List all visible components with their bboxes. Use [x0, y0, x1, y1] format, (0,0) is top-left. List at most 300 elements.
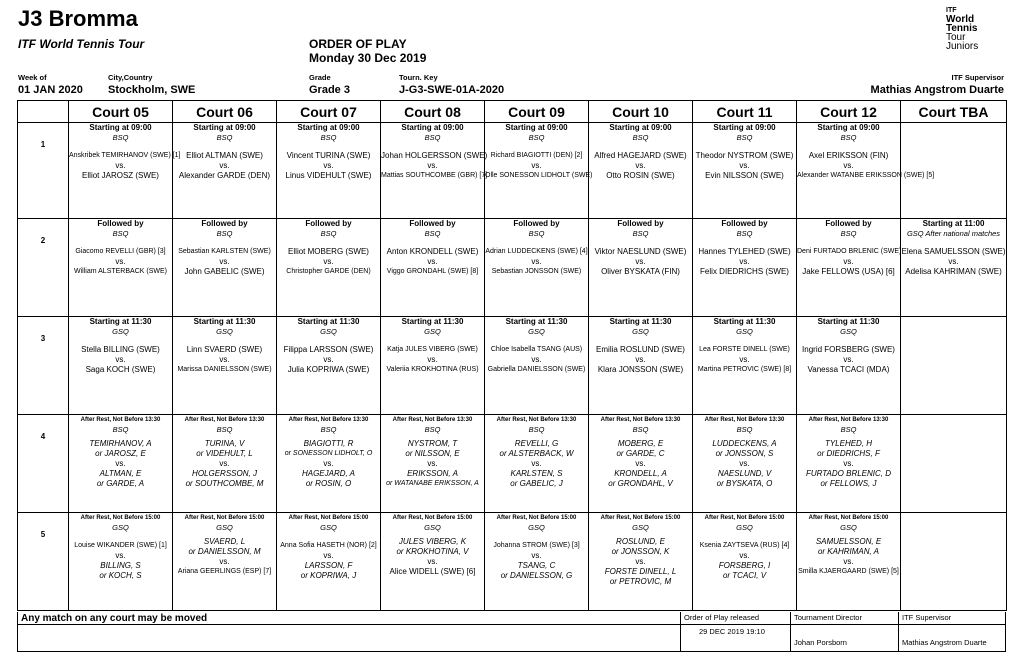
- winner-placeholder-b-alt: or TCACI, V: [722, 571, 767, 580]
- event-type: BSQ: [736, 425, 753, 434]
- player-a: Anton KRONDELL (SWE): [386, 247, 479, 256]
- world-tennis-tour-juniors-logo: [946, 6, 1004, 51]
- winner-placeholder-b-alt: or GRONDAHL, V: [608, 479, 673, 488]
- match-cell: [69, 123, 181, 219]
- match-start-time: Starting at 09:00: [297, 123, 360, 132]
- match-start-time: Followed by: [201, 219, 248, 228]
- match-start-time: Starting at 11:30: [713, 317, 776, 326]
- player-b: Julia KOPRIWA (SWE): [287, 365, 370, 374]
- match-start-time: Followed by: [825, 219, 872, 228]
- player-b: Klara JONSSON (SWE): [597, 365, 684, 374]
- event-type: BSQ: [320, 229, 337, 238]
- versus-label: vs.: [219, 459, 230, 468]
- match-start-time: After Rest, Not Before 13:30: [80, 417, 161, 423]
- winner-placeholder-b: ERIKSSON, A: [407, 469, 458, 478]
- event-type: GSQ: [736, 327, 753, 336]
- match-cell: [693, 415, 797, 513]
- order-of-play-footer: [17, 612, 1006, 652]
- event-type: GSQ: [632, 327, 649, 336]
- player-a: Theodor NYSTROM (SWE): [695, 151, 794, 160]
- event-type: GSQ After national matches: [906, 229, 1001, 238]
- match-cell: [797, 317, 901, 415]
- player-a: Deni FURTADO BRLENIC (SWE): [797, 248, 902, 255]
- player-b: Olle SONESSON LIDHOLT (SWE): [485, 172, 593, 179]
- match-row-number: 2: [18, 219, 69, 317]
- court-header: Court 09: [485, 101, 589, 123]
- winner-placeholder-a-alt: or JAROSZ, E: [95, 449, 146, 458]
- match-start-time: Starting at 11:30: [401, 317, 464, 326]
- supervisor-label: ITF Supervisor: [951, 73, 1004, 82]
- match-start-time: Starting at 11:30: [609, 317, 672, 326]
- order-of-play-table: [17, 100, 1007, 611]
- match-start-time: Followed by: [721, 219, 768, 228]
- match-cell: [173, 123, 277, 219]
- player-b: Christopher GARDE (DEN): [286, 268, 371, 275]
- event-type: BSQ: [216, 425, 233, 434]
- match-row: [18, 219, 1007, 317]
- match-cell: [797, 219, 901, 317]
- versus-label: vs.: [427, 161, 438, 170]
- player-a: Axel ERIKSSON (FIN): [808, 151, 889, 160]
- match-start-time: Starting at 11:30: [297, 317, 360, 326]
- match-start-time: Followed by: [409, 219, 456, 228]
- versus-label: vs.: [323, 459, 334, 468]
- player-a: Ksenia ZAYTSEVA (RUS) [4]: [699, 542, 790, 549]
- match-cell: [277, 219, 381, 317]
- winner-placeholder-a: BIAGIOTTI, R: [303, 439, 354, 448]
- player-b: Linus VIDEHULT (SWE): [285, 171, 372, 180]
- event-type: GSQ: [840, 327, 857, 336]
- logo-line-2: Tennis: [946, 23, 978, 34]
- match-cell: [901, 317, 1007, 415]
- event-type: BSQ: [840, 425, 857, 434]
- match-cell: [693, 123, 797, 219]
- winner-placeholder-b-alt: or KOPRIWA, J: [300, 571, 357, 580]
- winner-placeholder-a: ROSLUND, E: [616, 537, 665, 546]
- match-start-time: Starting at 09:00: [713, 123, 776, 132]
- match-cell: [277, 123, 381, 219]
- player-b: Vanessa TCACI (MDA): [807, 365, 890, 374]
- match-start-time: Starting at 11:30: [193, 317, 256, 326]
- player-a: Katja JULES VIBERG (SWE): [387, 346, 478, 353]
- match-cell: [381, 317, 485, 415]
- winner-placeholder-b: KRONDELL, A: [614, 469, 667, 478]
- match-row-number: 4: [18, 415, 69, 513]
- match-cell: [901, 219, 1007, 317]
- versus-label: vs.: [739, 161, 750, 170]
- event-type: GSQ: [840, 523, 857, 532]
- match-start-time: Starting at 09:00: [505, 123, 568, 132]
- versus-label: vs.: [219, 161, 230, 170]
- winner-placeholder-b: HAGEJARD, A: [301, 469, 356, 478]
- match-cell: [277, 317, 381, 415]
- itf-supervisor-box: [898, 612, 1005, 651]
- versus-label: vs.: [739, 355, 750, 364]
- winner-placeholder-b-alt: or DANIELSSON, G: [500, 571, 573, 580]
- event-type: BSQ: [112, 425, 129, 434]
- city-value: Stockholm, SWE: [108, 84, 196, 96]
- winner-placeholder-a-alt: or ALSTERBACK, W: [499, 449, 574, 458]
- versus-label: vs.: [219, 257, 230, 266]
- player-a: Hannes TYLEHED (SWE): [698, 247, 791, 256]
- event-type: GSQ: [112, 327, 129, 336]
- winner-placeholder-b-alt: or FELLOWS, J: [820, 479, 877, 488]
- event-type: BSQ: [112, 229, 129, 238]
- versus-label: vs.: [843, 257, 854, 266]
- match-cell: [693, 317, 797, 415]
- event-type: GSQ: [736, 523, 753, 532]
- player-b: Martina PETROVIC (SWE) [8]: [697, 366, 792, 373]
- court-header: Court 08: [381, 101, 485, 123]
- match-start-time: After Rest, Not Before 13:30: [808, 417, 889, 423]
- player-a: Elliot ALTMAN (SWE): [186, 151, 263, 160]
- match-cell: [901, 415, 1007, 513]
- winner-placeholder-a: NYSTROM, T: [407, 439, 458, 448]
- player-a: Lea FORSTE DINELL (SWE): [699, 346, 790, 353]
- event-type: GSQ: [528, 523, 545, 532]
- versus-label: vs.: [635, 557, 646, 566]
- match-cell: [589, 219, 693, 317]
- event-type: BSQ: [528, 229, 545, 238]
- match-start-time: After Rest, Not Before 13:30: [184, 417, 265, 423]
- event-type: GSQ: [632, 523, 649, 532]
- match-cell: [173, 219, 277, 317]
- match-cell: [381, 219, 485, 317]
- winner-placeholder-b-alt: or GABELIC, J: [510, 479, 563, 488]
- winner-placeholder-a-alt: or KROKHOTINA, V: [396, 547, 469, 556]
- match-cell: [485, 123, 593, 219]
- versus-label: vs.: [531, 355, 542, 364]
- match-start-time: Starting at 09:00: [193, 123, 256, 132]
- event-type: BSQ: [320, 425, 337, 434]
- winner-placeholder-b-alt: or KOCH, S: [99, 571, 142, 580]
- match-start-time: Starting at 11:30: [89, 317, 152, 326]
- winner-placeholder-b-alt: or PETROVIC, M: [609, 577, 672, 586]
- versus-label: vs.: [739, 551, 750, 560]
- versus-label: vs.: [219, 355, 230, 364]
- player-b: Sebastian JONSSON (SWE): [491, 268, 582, 275]
- versus-label: vs.: [323, 257, 334, 266]
- director-box: [790, 612, 898, 651]
- player-b: Saga KOCH (SWE): [85, 365, 156, 374]
- player-a: Chloe Isabella TSANG (AUS): [490, 346, 583, 353]
- court-change-note: Any match on any court may be moved: [21, 613, 208, 624]
- match-start-time: Starting at 09:00: [817, 123, 880, 132]
- match-start-time: After Rest, Not Before 13:30: [392, 417, 473, 423]
- match-start-time: After Rest, Not Before 13:30: [704, 417, 785, 423]
- match-start-time: Followed by: [97, 219, 144, 228]
- winner-placeholder-a: TYLEHED, H: [824, 439, 873, 448]
- order-of-play-title: ORDER OF PLAY: [309, 37, 407, 51]
- player-a: Louise WIKANDER (SWE) [1]: [74, 542, 167, 549]
- match-start-time: After Rest, Not Before 15:00: [184, 515, 265, 521]
- logo-line-1: World: [946, 14, 975, 25]
- player-b: Adelisa KAHRIMAN (SWE): [905, 267, 1002, 276]
- match-cell: [589, 317, 693, 415]
- match-cell: [797, 415, 901, 513]
- match-start-time: Starting at 11:30: [505, 317, 568, 326]
- match-cell: [277, 415, 381, 513]
- player-b: John GABELIC (SWE): [184, 267, 265, 276]
- player-b: Felix DIEDRICHS (SWE): [700, 267, 789, 276]
- versus-label: vs.: [531, 161, 542, 170]
- player-a: Linn SVAERD (SWE): [186, 345, 263, 354]
- order-of-play-date: Monday 30 Dec 2019: [309, 51, 427, 65]
- winner-placeholder-a: TURINA, V: [204, 439, 245, 448]
- event-type: GSQ: [320, 327, 337, 336]
- winner-placeholder-b: ALTMAN, E: [99, 469, 142, 478]
- player-b: Jake FELLOWS (USA) [6]: [802, 267, 895, 276]
- match-cell: [485, 513, 589, 611]
- versus-label: vs.: [115, 355, 126, 364]
- versus-label: vs.: [948, 257, 959, 266]
- versus-label: vs.: [739, 459, 750, 468]
- player-a: Anna Sofia HASETH (NOR) [2]: [280, 542, 377, 549]
- event-type: BSQ: [112, 133, 129, 142]
- player-a: Anskribek TEMIRHANOV (SWE) [1]: [69, 152, 181, 159]
- player-a: Stella BILLING (SWE): [81, 345, 160, 354]
- winner-placeholder-b: FORSTE DINELL, L: [604, 567, 677, 576]
- player-a: Elliot MOBERG (SWE): [288, 247, 369, 256]
- versus-label: vs.: [739, 257, 750, 266]
- court-header: Court 10: [589, 101, 693, 123]
- match-cell: [173, 513, 277, 611]
- court-header: Court TBA: [901, 101, 1007, 123]
- player-a: Johan HOLGERSSON (SWE): [381, 151, 488, 160]
- match-start-time: After Rest, Not Before 15:00: [808, 515, 889, 521]
- match-row-number: 5: [18, 513, 69, 611]
- itf-supervisor-value: Mathias Angstrom Duarte: [902, 638, 987, 647]
- player-b: Mattias SOUTHCOMBE (GBR) [7]: [381, 172, 488, 179]
- winner-placeholder-a-alt: or KAHRIMAN, A: [817, 547, 880, 556]
- match-start-time: After Rest, Not Before 15:00: [600, 515, 681, 521]
- winner-placeholder-b: FORSBERG, I: [718, 561, 771, 570]
- match-cell: [381, 123, 488, 219]
- winner-placeholder-a-alt: or JONSSON, S: [715, 449, 774, 458]
- match-row: [18, 415, 1007, 513]
- player-a: Viktor NAESLUND (SWE): [594, 247, 687, 256]
- match-start-time: After Rest, Not Before 15:00: [496, 515, 577, 521]
- match-cell: [485, 317, 589, 415]
- event-type: BSQ: [840, 133, 857, 142]
- court-header: Court 11: [693, 101, 797, 123]
- match-cell: [69, 415, 173, 513]
- match-start-time: After Rest, Not Before 15:00: [288, 515, 369, 521]
- match-cell: [381, 513, 485, 611]
- player-b: Otto ROSIN (SWE): [606, 171, 675, 180]
- match-cell: [797, 123, 935, 219]
- event-type: GSQ: [424, 523, 441, 532]
- player-a: Adrian LUDDECKENS (SWE) [4]: [485, 248, 588, 255]
- match-cell: [901, 123, 1007, 219]
- player-b: Alice WIDELL (SWE) [6]: [389, 567, 476, 576]
- court-header: Court 06: [173, 101, 277, 123]
- versus-label: vs.: [635, 161, 646, 170]
- versus-label: vs.: [427, 557, 438, 566]
- match-cell: [277, 513, 381, 611]
- match-cell: [173, 415, 277, 513]
- winner-placeholder-b: HOLGERSSON, J: [192, 469, 257, 478]
- winner-placeholder-b-alt: or GARDE, A: [96, 479, 145, 488]
- director-value: Johan Porsborn: [794, 638, 847, 647]
- player-b: William ALSTERBACK (SWE): [74, 268, 167, 275]
- winner-placeholder-a: MOBERG, E: [617, 439, 664, 448]
- versus-label: vs.: [843, 161, 854, 170]
- winner-placeholder-a-alt: or DIEDRICHS, F: [817, 449, 880, 458]
- player-b: Marissa DANIELSSON (SWE): [177, 366, 272, 373]
- event-type: BSQ: [632, 425, 649, 434]
- court-header: Court 12: [797, 101, 901, 123]
- versus-label: vs.: [115, 551, 126, 560]
- event-type: GSQ: [424, 327, 441, 336]
- event-type: BSQ: [632, 133, 649, 142]
- released-label: Order of Play released: [684, 613, 760, 622]
- player-b: Valeriia KROKHOTINA (RUS): [386, 366, 479, 373]
- player-a: Alfred HAGEJARD (SWE): [594, 151, 687, 160]
- match-start-time: Starting at 11:30: [817, 317, 880, 326]
- winner-placeholder-a: TEMIRHANOV, A: [89, 439, 152, 448]
- player-b: Ariana GEERLINGS (ESP) [7]: [177, 568, 272, 575]
- tour-name: ITF World Tennis Tour: [18, 37, 145, 51]
- logo-line-4: Juniors: [946, 41, 979, 52]
- versus-label: vs.: [531, 551, 542, 560]
- player-a: Vincent TURINA (SWE): [286, 151, 371, 160]
- match-cell: [589, 415, 693, 513]
- itf-supervisor-label: ITF Supervisor: [902, 613, 952, 622]
- winner-placeholder-a: JULES VIBERG, K: [398, 537, 467, 546]
- versus-label: vs.: [323, 161, 334, 170]
- versus-label: vs.: [427, 257, 438, 266]
- match-start-time: Starting at 09:00: [89, 123, 152, 132]
- match-cell: [485, 415, 589, 513]
- event-type: GSQ: [216, 523, 233, 532]
- match-start-time: Starting at 09:00: [401, 123, 464, 132]
- versus-label: vs.: [115, 459, 126, 468]
- match-start-time: After Rest, Not Before 13:30: [496, 417, 577, 423]
- event-type: BSQ: [736, 229, 753, 238]
- match-row: [18, 513, 1007, 611]
- match-cell: [797, 513, 901, 611]
- match-row: [18, 123, 1007, 219]
- match-start-time: Starting at 11:00: [922, 219, 985, 228]
- versus-label: vs.: [843, 355, 854, 364]
- versus-label: vs.: [115, 257, 126, 266]
- director-label: Tournament Director: [794, 613, 862, 622]
- court-header-row: [18, 101, 1007, 123]
- winner-placeholder-b: NAESLUND, V: [717, 469, 772, 478]
- winner-placeholder-b-alt: or BYSKATA, O: [716, 479, 773, 488]
- court-header: Court 07: [277, 101, 381, 123]
- winner-placeholder-a-alt: or VIDEHULT, L: [196, 449, 253, 458]
- player-a: Johanna STROM (SWE) [3]: [493, 542, 580, 549]
- match-cell: [381, 415, 485, 513]
- player-b: Alexander GARDE (DEN): [178, 171, 271, 180]
- player-b: Alexander WATANBE ERIKSSON (SWE) [5]: [797, 172, 935, 179]
- player-b: Evin NILSSON (SWE): [705, 171, 784, 180]
- match-row-number: 3: [18, 317, 69, 415]
- winner-placeholder-a: LUDDECKENS, A: [712, 439, 777, 448]
- winner-placeholder-a-alt: or SONESSON LIDHOLT, O: [284, 450, 373, 457]
- match-start-time: After Rest, Not Before 15:00: [80, 515, 161, 521]
- match-row-number: 1: [18, 123, 69, 219]
- tourn-key-label: Tourn. Key: [399, 73, 438, 82]
- player-b: Smilla KJAERGAARD (SWE) [5]: [798, 568, 899, 575]
- match-cell: [173, 317, 277, 415]
- winner-placeholder-b: KARLSTEN, S: [510, 469, 563, 478]
- event-type: BSQ: [216, 133, 233, 142]
- versus-label: vs.: [635, 459, 646, 468]
- player-b: Viggo GRONDAHL (SWE) [8]: [386, 268, 479, 275]
- match-cell: [69, 219, 173, 317]
- tourn-key-value: J-G3-SWE-01A-2020: [399, 84, 505, 96]
- logo-line-3: Tour: [946, 32, 966, 43]
- versus-label: vs.: [531, 459, 542, 468]
- match-start-time: After Rest, Not Before 13:30: [288, 417, 369, 423]
- event-type: BSQ: [424, 229, 441, 238]
- match-cell: [69, 513, 173, 611]
- tournament-title: J3 Bromma: [18, 6, 138, 31]
- player-a: Giacomo REVELLI (GBR) [3]: [75, 248, 166, 255]
- winner-placeholder-a-alt: or DANIELSSON, M: [188, 547, 261, 556]
- event-type: GSQ: [216, 327, 233, 336]
- match-cell: [901, 513, 1007, 611]
- versus-label: vs.: [635, 257, 646, 266]
- event-type: BSQ: [840, 229, 857, 238]
- supervisor-value: Mathias Angstrom Duarte: [870, 84, 1004, 96]
- versus-label: vs.: [843, 459, 854, 468]
- match-start-time: After Rest, Not Before 15:00: [392, 515, 473, 521]
- match-cell: [589, 123, 693, 219]
- winner-placeholder-b: FURTADO BRLENIC, D: [805, 469, 892, 478]
- winner-placeholder-a: SAMUELSSON, E: [815, 537, 882, 546]
- match-start-time: Followed by: [305, 219, 352, 228]
- match-start-time: After Rest, Not Before 15:00: [704, 515, 785, 521]
- versus-label: vs.: [635, 355, 646, 364]
- match-row: [18, 317, 1007, 415]
- versus-label: vs.: [427, 355, 438, 364]
- versus-label: vs.: [427, 459, 438, 468]
- match-cell: [589, 513, 693, 611]
- match-cell: [485, 219, 589, 317]
- released-value: 29 DEC 2019 19:10: [699, 627, 765, 636]
- player-a: Richard BIAGIOTTI (DEN) [2]: [490, 152, 583, 159]
- winner-placeholder-b-alt: or SOUTHCOMBE, M: [185, 479, 264, 488]
- court-header: Court 05: [69, 101, 173, 123]
- player-a: Sebastian KARLSTEN (SWE): [178, 248, 271, 255]
- winner-placeholder-a-alt: or NILSSON, E: [405, 449, 460, 458]
- winner-placeholder-a-alt: or JONSSON, K: [611, 547, 670, 556]
- player-a: Ingrid FORSBERG (SWE): [802, 345, 895, 354]
- match-cell: [693, 219, 797, 317]
- winner-placeholder-b-alt: or ROSIN, O: [305, 479, 352, 488]
- winner-placeholder-b: LARSSON, F: [304, 561, 353, 570]
- player-b: Gabriella DANIELSSON (SWE): [487, 366, 586, 373]
- event-type: BSQ: [216, 229, 233, 238]
- versus-label: vs.: [843, 557, 854, 566]
- week-value: 01 JAN 2020: [18, 84, 83, 96]
- match-start-time: Followed by: [513, 219, 560, 228]
- release-box: [680, 612, 790, 651]
- event-type: BSQ: [528, 425, 545, 434]
- match-start-time: Starting at 09:00: [609, 123, 672, 132]
- row-number-header: [18, 101, 69, 123]
- winner-placeholder-a: REVELLI, G: [514, 439, 559, 448]
- event-type: BSQ: [424, 425, 441, 434]
- versus-label: vs.: [323, 551, 334, 560]
- event-type: GSQ: [112, 523, 129, 532]
- event-type: BSQ: [528, 133, 545, 142]
- event-type: GSQ: [320, 523, 337, 532]
